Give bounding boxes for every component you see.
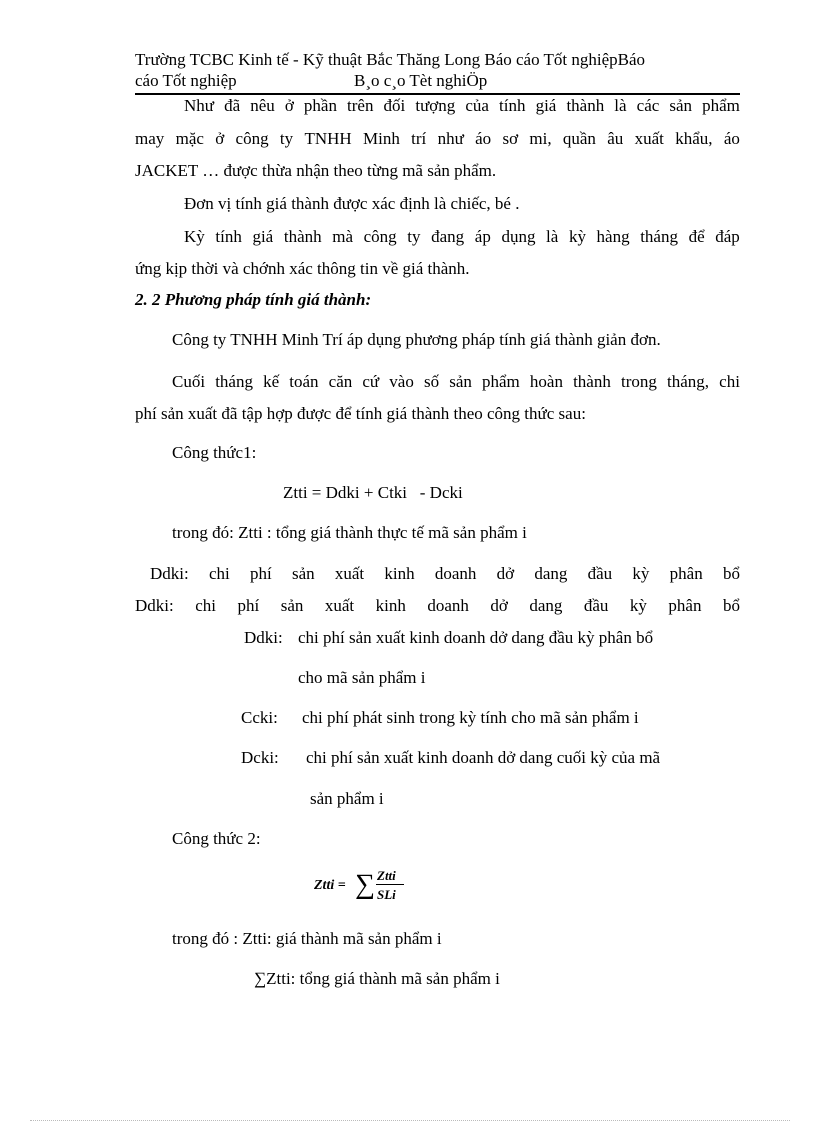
word: đã: [224, 96, 241, 115]
formula-2-label: Công thức 2:: [172, 829, 261, 848]
word: là: [546, 227, 559, 246]
word: Ddki:: [150, 564, 189, 583]
word: công: [235, 129, 269, 148]
dcki-definition: chi phí sản xuất kinh doanh dở dang cuối kỳ của mã: [306, 748, 661, 767]
word: trong: [620, 372, 657, 391]
word: tháng: [215, 372, 253, 391]
word: sản: [669, 96, 693, 115]
word: tính: [215, 227, 242, 246]
word: phí: [237, 596, 260, 615]
ccki-label: Ccki:: [241, 708, 278, 727]
word: sản: [449, 372, 472, 391]
word: xuất: [334, 564, 365, 583]
formula-2-numerator: Ztti: [377, 868, 396, 883]
word: áo: [723, 129, 740, 148]
fraction-bar: [376, 884, 404, 885]
paragraph-1-line-3: JACKET … được thừa nhận theo từng mã sản phẩm.: [135, 161, 497, 180]
word: phân: [669, 564, 703, 583]
word: phân: [668, 596, 702, 615]
word: quần: [562, 129, 596, 148]
sigma-symbol: ∑: [355, 869, 375, 900]
word: dở: [496, 564, 515, 583]
word: số: [423, 372, 440, 391]
word: Như: [184, 96, 214, 115]
formula-2-lhs: Ztti =: [314, 878, 346, 893]
word: kỳ: [632, 564, 650, 583]
word: trí: [411, 129, 427, 148]
ddki-duplicate-line-2: [135, 596, 740, 616]
where-clause-1: trong đó: Ztti : tổng giá thành thực tế mã sản phẩm i: [172, 523, 527, 542]
section-heading: 2. 2 Phương pháp tính giá thành:: [135, 290, 372, 309]
word: sản: [280, 596, 304, 615]
word: bổ: [722, 564, 740, 583]
page-bottom-divider: [30, 1120, 790, 1121]
word: toán: [289, 372, 319, 391]
word: Cuối: [172, 372, 206, 391]
word: tháng: [640, 227, 678, 246]
word: áo: [475, 129, 492, 148]
word: áp: [474, 227, 491, 246]
word: dang: [529, 596, 563, 615]
word: may: [135, 129, 165, 148]
dcki-definition-continued: sản phẩm i: [310, 789, 384, 808]
word: ở: [284, 96, 294, 115]
paragraph-3-line-1: [184, 227, 740, 247]
word: kế: [263, 372, 280, 391]
paragraph-1-line-2: [135, 129, 740, 149]
ccki-definition: chi phí phát sinh trong kỳ tính cho mã sản phẩm i: [302, 708, 639, 727]
paragraph-2: Đơn vị tính giá thành được xác định là chiếc, bé .: [184, 194, 520, 213]
ddki-duplicate-line-1: [150, 564, 740, 584]
word: dở: [490, 596, 508, 615]
word: xuất: [324, 596, 355, 615]
word: đầu: [583, 596, 609, 615]
paragraph-5-line-1: [172, 372, 740, 392]
word: mặc: [175, 129, 204, 148]
header-rule: [135, 93, 740, 95]
word: phần: [303, 96, 337, 115]
paragraph-5-line-2: phí sản xuất đã tập hợp được để tính giá thành theo công thức sau:: [135, 404, 586, 423]
word: hoàn: [529, 372, 563, 391]
word: thành: [283, 227, 322, 246]
word: âu: [607, 129, 624, 148]
word: doanh: [434, 564, 477, 583]
word: doanh: [427, 596, 469, 615]
word: phẩm: [702, 96, 740, 115]
word: sơ: [502, 129, 519, 148]
word: đối: [383, 96, 406, 115]
word: ở: [215, 129, 225, 148]
ddki-definition: chi phí sản xuất kinh doanh dở dang đầu kỳ phân bổ: [298, 628, 654, 647]
word: căn: [328, 372, 353, 391]
word: ty: [279, 129, 294, 148]
header-line-2-left: cáo Tốt nghiệp: [135, 71, 237, 90]
word: các: [636, 96, 660, 115]
word: bổ: [722, 596, 740, 615]
word: phí: [249, 564, 272, 583]
word: như: [437, 129, 464, 148]
word: khẩu,: [675, 129, 713, 148]
word: sản: [291, 564, 315, 583]
word: tính: [499, 96, 526, 115]
ddki-definition-continued: cho mã sản phẩm i: [298, 668, 426, 687]
paragraph-3-line-2: ứng kịp thời và chớnh xác thông tin về giá thành.: [135, 259, 470, 278]
word: phẩm: [482, 372, 520, 391]
sum-definition: ∑Ztti: tổng giá thành mã sản phẩm i: [254, 969, 500, 988]
word: vào: [389, 372, 414, 391]
word: kỳ: [568, 227, 586, 246]
word: tháng,: [667, 372, 710, 391]
word: đáp: [715, 227, 740, 246]
word: là: [614, 96, 627, 115]
word: Ddki:: [135, 596, 174, 615]
word: nêu: [250, 96, 275, 115]
word: hàng: [596, 227, 630, 246]
word: chi: [195, 596, 216, 615]
paragraph-1-line-1: [184, 96, 740, 116]
word: dang: [534, 564, 568, 583]
dcki-label: Dcki:: [241, 748, 279, 767]
word: Kỳ: [184, 227, 205, 246]
where-clause-2: trong đó : Ztti: giá thành mã sản phẩm i: [172, 929, 442, 948]
word: đầu: [587, 564, 613, 583]
word: ty: [407, 227, 421, 246]
word: của: [465, 96, 489, 115]
word: công: [363, 227, 397, 246]
formula-2-denominator: SLi: [377, 887, 396, 902]
word: chi: [208, 564, 230, 583]
word: trên: [347, 96, 374, 115]
word: cứ: [362, 372, 380, 391]
ddki-label: Ddki:: [244, 628, 283, 647]
word: kinh: [375, 596, 406, 615]
word: mà: [332, 227, 354, 246]
word: TNHH: [304, 129, 352, 148]
formula-1-label: Công thức1:: [172, 443, 257, 462]
paragraph-4: Công ty TNHH Minh Trí áp dụng phương pháp tính giá thành giản đơn.: [172, 330, 661, 349]
formula-1: Ztti = Ddki + Ctki - Dcki: [283, 483, 463, 502]
word: đang: [431, 227, 465, 246]
word: thành: [566, 96, 605, 115]
word: chi: [719, 372, 740, 391]
word: thành: [573, 372, 611, 391]
word: Minh: [362, 129, 400, 148]
word: xuất: [634, 129, 664, 148]
word: dụng: [501, 227, 536, 246]
header-line-2-right: B¸o c¸o Tèt nghiÖp: [354, 71, 488, 90]
word: mi,: [529, 129, 552, 148]
header-line-1: Trường TCBC Kinh tế - Kỹ thuật Bắc Thăng Long Báo cáo Tốt nghiệpBáo: [135, 50, 646, 69]
word: để: [688, 227, 705, 246]
word: kinh: [384, 564, 415, 583]
word: kỳ: [629, 596, 647, 615]
word: tượng: [415, 96, 456, 115]
word: giá: [535, 96, 557, 115]
word: giá: [252, 227, 274, 246]
